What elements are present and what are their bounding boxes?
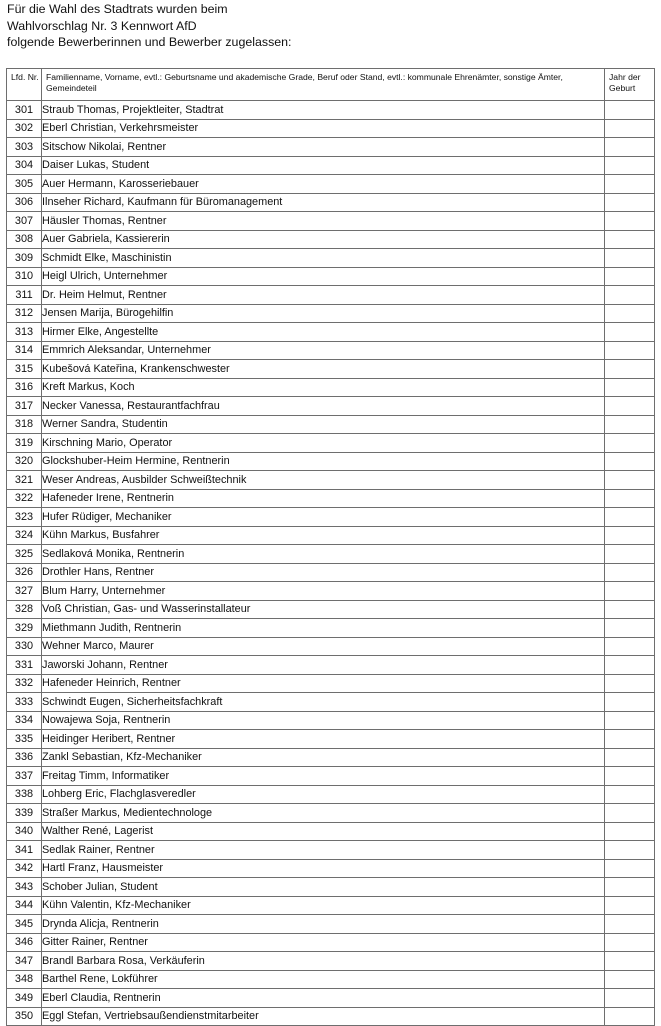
intro-text <box>7 1 292 51</box>
table-row <box>7 730 655 749</box>
cell-nr: 318 <box>7 415 42 434</box>
cell-birth-year <box>605 508 655 527</box>
cell-birth-year <box>605 193 655 212</box>
cell-description: Necker Vanessa, Restaurantfachfrau <box>42 397 605 416</box>
cell-birth-year <box>605 859 655 878</box>
cell-description: Straßer Markus, Medientechnologe <box>42 804 605 823</box>
cell-description: Straub Thomas, Projektleiter, Stadtrat <box>42 101 605 120</box>
cell-nr: 322 <box>7 489 42 508</box>
table-row <box>7 508 655 527</box>
cell-nr: 323 <box>7 508 42 527</box>
cell-birth-year <box>605 896 655 915</box>
cell-nr: 343 <box>7 878 42 897</box>
table-header-row <box>7 69 655 101</box>
cell-description: Schober Julian, Student <box>42 878 605 897</box>
table-row <box>7 323 655 342</box>
cell-nr: 312 <box>7 304 42 323</box>
cell-birth-year <box>605 341 655 360</box>
cell-birth-year <box>605 822 655 841</box>
cell-description: Voß Christian, Gas- und Wasserinstallateur <box>42 600 605 619</box>
table-row <box>7 489 655 508</box>
cell-nr: 301 <box>7 101 42 120</box>
table-row <box>7 748 655 767</box>
table-row <box>7 656 655 675</box>
cell-birth-year <box>605 804 655 823</box>
cell-nr: 310 <box>7 267 42 286</box>
cell-birth-year <box>605 452 655 471</box>
table-row <box>7 804 655 823</box>
cell-description: Werner Sandra, Studentin <box>42 415 605 434</box>
cell-nr: 308 <box>7 230 42 249</box>
cell-nr: 328 <box>7 600 42 619</box>
cell-description: Kühn Markus, Busfahrer <box>42 526 605 545</box>
table-row <box>7 138 655 157</box>
cell-nr: 327 <box>7 582 42 601</box>
cell-nr: 341 <box>7 841 42 860</box>
cell-birth-year <box>605 878 655 897</box>
table-row <box>7 452 655 471</box>
intro-line-3: folgende Bewerberinnen und Bewerber zugelassen: <box>7 35 292 49</box>
cell-description: Gitter Rainer, Rentner <box>42 933 605 952</box>
table-row <box>7 193 655 212</box>
cell-description: Hirmer Elke, Angestellte <box>42 323 605 342</box>
cell-description: Eggl Stefan, Vertriebsaußendienstmitarbeiter <box>42 1007 605 1026</box>
cell-birth-year <box>605 600 655 619</box>
table-row <box>7 471 655 490</box>
table-row <box>7 286 655 305</box>
cell-nr: 331 <box>7 656 42 675</box>
table-row <box>7 970 655 989</box>
cell-birth-year <box>605 230 655 249</box>
cell-birth-year <box>605 304 655 323</box>
cell-birth-year <box>605 489 655 508</box>
cell-nr: 303 <box>7 138 42 157</box>
table-row <box>7 582 655 601</box>
cell-nr: 320 <box>7 452 42 471</box>
cell-nr: 336 <box>7 748 42 767</box>
cell-nr: 313 <box>7 323 42 342</box>
cell-birth-year <box>605 748 655 767</box>
table-row <box>7 637 655 656</box>
cell-birth-year <box>605 175 655 194</box>
cell-description: Sedlaková Monika, Rentnerin <box>42 545 605 564</box>
table-row <box>7 156 655 175</box>
cell-birth-year <box>605 619 655 638</box>
cell-nr: 325 <box>7 545 42 564</box>
table-row <box>7 896 655 915</box>
table-row <box>7 267 655 286</box>
cell-description: Kreft Markus, Koch <box>42 378 605 397</box>
cell-nr: 344 <box>7 896 42 915</box>
cell-description: Sitschow Nikolai, Rentner <box>42 138 605 157</box>
cell-nr: 324 <box>7 526 42 545</box>
cell-birth-year <box>605 415 655 434</box>
cell-description: Zankl Sebastian, Kfz-Mechaniker <box>42 748 605 767</box>
cell-nr: 305 <box>7 175 42 194</box>
cell-description: Lohberg Eric, Flachglasveredler <box>42 785 605 804</box>
cell-birth-year <box>605 711 655 730</box>
cell-birth-year <box>605 767 655 786</box>
cell-description: Wehner Marco, Maurer <box>42 637 605 656</box>
cell-birth-year <box>605 286 655 305</box>
cell-description: Schmidt Elke, Maschinistin <box>42 249 605 268</box>
cell-nr: 333 <box>7 693 42 712</box>
cell-birth-year <box>605 471 655 490</box>
table-row <box>7 859 655 878</box>
cell-nr: 326 <box>7 563 42 582</box>
cell-description: Daiser Lukas, Student <box>42 156 605 175</box>
cell-description: Heidinger Heribert, Rentner <box>42 730 605 749</box>
cell-birth-year <box>605 526 655 545</box>
cell-nr: 329 <box>7 619 42 638</box>
cell-description: Jensen Marija, Bürogehilfin <box>42 304 605 323</box>
cell-nr: 311 <box>7 286 42 305</box>
cell-description: Kirschning Mario, Operator <box>42 434 605 453</box>
table-row <box>7 767 655 786</box>
table-row <box>7 378 655 397</box>
table-row <box>7 989 655 1008</box>
table-row <box>7 915 655 934</box>
cell-nr: 339 <box>7 804 42 823</box>
cell-nr: 306 <box>7 193 42 212</box>
cell-birth-year <box>605 360 655 379</box>
table-row <box>7 360 655 379</box>
cell-nr: 348 <box>7 970 42 989</box>
cell-birth-year <box>605 933 655 952</box>
intro-line-2: Wahlvorschlag Nr. 3 Kennwort AfD <box>7 18 197 33</box>
cell-description: Schwindt Eugen, Sicherheitsfachkraft <box>42 693 605 712</box>
table-row <box>7 415 655 434</box>
cell-birth-year <box>605 138 655 157</box>
cell-description: Sedlak Rainer, Rentner <box>42 841 605 860</box>
cell-description: Hafeneder Irene, Rentnerin <box>42 489 605 508</box>
table-row <box>7 1007 655 1026</box>
cell-nr: 337 <box>7 767 42 786</box>
cell-description: Häusler Thomas, Rentner <box>42 212 605 231</box>
cell-birth-year <box>605 101 655 120</box>
cell-birth-year <box>605 970 655 989</box>
cell-birth-year <box>605 582 655 601</box>
cell-description: Hafeneder Heinrich, Rentner <box>42 674 605 693</box>
table-row <box>7 119 655 138</box>
cell-nr: 334 <box>7 711 42 730</box>
cell-birth-year <box>605 119 655 138</box>
cell-nr: 309 <box>7 249 42 268</box>
cell-description: Kubešová Kateřina, Krankenschwester <box>42 360 605 379</box>
table-row <box>7 600 655 619</box>
cell-birth-year <box>605 915 655 934</box>
cell-nr: 302 <box>7 119 42 138</box>
candidate-table <box>6 68 655 1026</box>
cell-description: Miethmann Judith, Rentnerin <box>42 619 605 638</box>
cell-birth-year <box>605 989 655 1008</box>
cell-description: Kühn Valentin, Kfz-Mechaniker <box>42 896 605 915</box>
cell-birth-year <box>605 434 655 453</box>
cell-description: Hufer Rüdiger, Mechaniker <box>42 508 605 527</box>
cell-nr: 330 <box>7 637 42 656</box>
cell-birth-year <box>605 156 655 175</box>
cell-description: Barthel Rene, Lokführer <box>42 970 605 989</box>
cell-nr: 335 <box>7 730 42 749</box>
cell-description: Drynda Alicja, Rentnerin <box>42 915 605 934</box>
table-row <box>7 526 655 545</box>
cell-nr: 315 <box>7 360 42 379</box>
cell-nr: 340 <box>7 822 42 841</box>
cell-nr: 307 <box>7 212 42 231</box>
table-row <box>7 545 655 564</box>
cell-description: Drothler Hans, Rentner <box>42 563 605 582</box>
cell-description: Glockshuber-Heim Hermine, Rentnerin <box>42 452 605 471</box>
cell-birth-year <box>605 674 655 693</box>
table-row <box>7 785 655 804</box>
cell-description: Heigl Ulrich, Unternehmer <box>42 267 605 286</box>
cell-nr: 321 <box>7 471 42 490</box>
cell-birth-year <box>605 249 655 268</box>
cell-nr: 345 <box>7 915 42 934</box>
cell-nr: 346 <box>7 933 42 952</box>
cell-nr: 319 <box>7 434 42 453</box>
intro-line-1: Für die Wahl des Stadtrats wurden beim <box>7 2 228 16</box>
cell-description: Auer Gabriela, Kassiererin <box>42 230 605 249</box>
cell-description: Brandl Barbara Rosa, Verkäuferin <box>42 952 605 971</box>
cell-description: Hartl Franz, Hausmeister <box>42 859 605 878</box>
cell-birth-year <box>605 378 655 397</box>
cell-nr: 304 <box>7 156 42 175</box>
cell-nr: 314 <box>7 341 42 360</box>
table-row <box>7 434 655 453</box>
table-row <box>7 175 655 194</box>
table-row <box>7 563 655 582</box>
table-row <box>7 822 655 841</box>
cell-description: Eberl Christian, Verkehrsmeister <box>42 119 605 138</box>
table-row <box>7 841 655 860</box>
cell-birth-year <box>605 656 655 675</box>
table-row <box>7 878 655 897</box>
cell-birth-year <box>605 693 655 712</box>
cell-description: Dr. Heim Helmut, Rentner <box>42 286 605 305</box>
cell-description: Walther René, Lagerist <box>42 822 605 841</box>
cell-nr: 338 <box>7 785 42 804</box>
cell-description: Ilnseher Richard, Kaufmann für Büromanagement <box>42 193 605 212</box>
table-row <box>7 304 655 323</box>
cell-birth-year <box>605 397 655 416</box>
table-row <box>7 249 655 268</box>
cell-birth-year <box>605 545 655 564</box>
cell-nr: 347 <box>7 952 42 971</box>
cell-description: Blum Harry, Unternehmer <box>42 582 605 601</box>
table-row <box>7 933 655 952</box>
table-body <box>7 101 655 1026</box>
cell-birth-year <box>605 637 655 656</box>
table-row <box>7 693 655 712</box>
table-row <box>7 230 655 249</box>
cell-nr: 317 <box>7 397 42 416</box>
cell-description: Freitag Timm, Informatiker <box>42 767 605 786</box>
cell-birth-year <box>605 267 655 286</box>
cell-birth-year <box>605 323 655 342</box>
table-row <box>7 952 655 971</box>
cell-nr: 316 <box>7 378 42 397</box>
cell-birth-year <box>605 1007 655 1026</box>
cell-description: Auer Hermann, Karosseriebauer <box>42 175 605 194</box>
header-description: Familienname, Vorname, evtl.: Geburtsname und akademische Grade, Beruf oder Stand, evtl.: kommunale Ehrenämter, sonstige Ämter, Gemeindeteil <box>42 69 605 101</box>
cell-birth-year <box>605 563 655 582</box>
table-row <box>7 341 655 360</box>
cell-description: Eberl Claudia, Rentnerin <box>42 989 605 1008</box>
cell-birth-year <box>605 952 655 971</box>
cell-nr: 342 <box>7 859 42 878</box>
cell-birth-year <box>605 730 655 749</box>
table-row <box>7 711 655 730</box>
table-row <box>7 212 655 231</box>
cell-description: Emmrich Aleksandar, Unternehmer <box>42 341 605 360</box>
cell-nr: 350 <box>7 1007 42 1026</box>
header-birth-year: Jahr der Geburt <box>605 69 655 101</box>
cell-description: Weser Andreas, Ausbilder Schweißtechnik <box>42 471 605 490</box>
cell-birth-year <box>605 785 655 804</box>
cell-description: Nowajewa Soja, Rentnerin <box>42 711 605 730</box>
header-nr: Lfd. Nr. <box>7 69 42 101</box>
cell-nr: 349 <box>7 989 42 1008</box>
table-row <box>7 619 655 638</box>
table-row <box>7 674 655 693</box>
cell-nr: 332 <box>7 674 42 693</box>
cell-description: Jaworski Johann, Rentner <box>42 656 605 675</box>
cell-birth-year <box>605 841 655 860</box>
cell-birth-year <box>605 212 655 231</box>
table-row <box>7 101 655 120</box>
table-row <box>7 397 655 416</box>
